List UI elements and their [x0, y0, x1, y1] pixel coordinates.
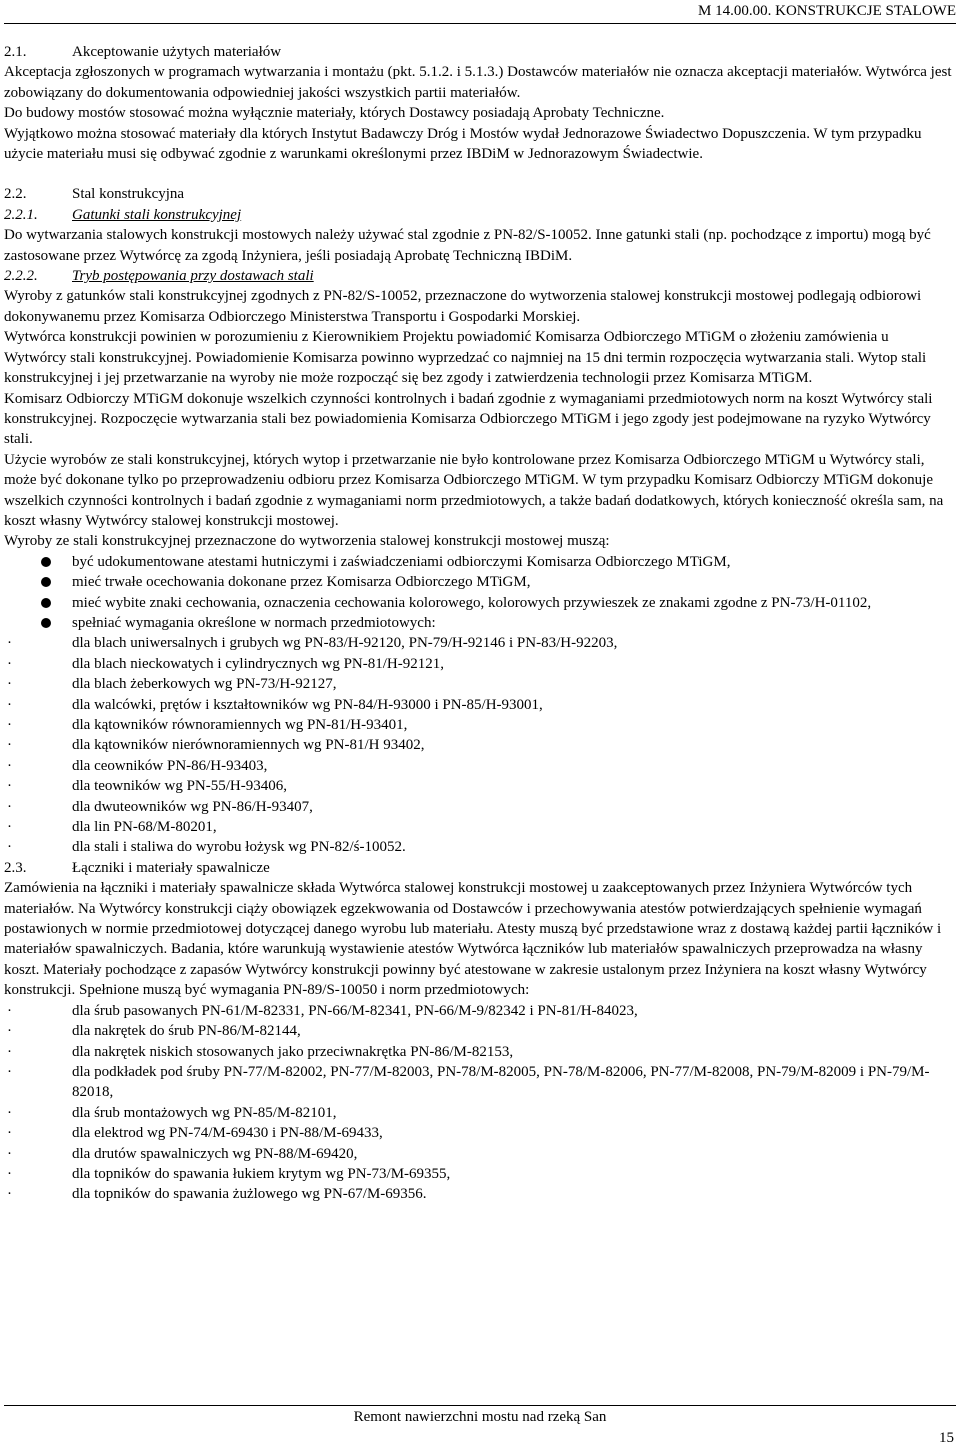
bullet-icon	[41, 557, 51, 567]
footer-divider	[4, 1405, 956, 1406]
bullet-icon	[41, 577, 51, 587]
list-marker: ·	[7, 737, 12, 754]
list-marker: ·	[7, 1002, 12, 1019]
paragraph: Komisarz Odbiorczy MTiGM dokonuje wszelkich czynności kontrolnych i badań zgodnie z wymaganiami przedmiotowych norm na koszt Wytwórcy stali konstrukcyjnej. Rozpoczęcie wytwarzania stali bez powiadomienia Komisarza Odbiorczego MTiGM i jego zgody jest podejmowane na ryzyko Wytwórcy stali.	[4, 390, 933, 448]
header-divider	[4, 23, 956, 24]
paragraph: Wyroby z gatunków stali konstrukcyjnej zgodnych z PN-82/S-10052, przeznaczone do wytworzenia stalowej konstrukcji mostowej podlegają odbiorowi dokonywanemu przez Komisarza Odbiorczego Ministerstwa Transportu i Gospodarki Morskiej.	[4, 288, 922, 325]
norm-item: · dla elektrod wg PN-74/M-69430 i PN-88/M-69433,	[4, 1123, 952, 1143]
subsection-title: Gatunki stali konstrukcyjnej	[72, 206, 242, 223]
paragraph: Do wytwarzania stalowych konstrukcji mostowych należy używać stal zgodnie z PN-82/S-10052. Inne gatunki stali (np. pochodzące z importu) mogą być zastosowane przez Wytwórcę za zgodą Inżyniera, jeśli posiadają Aprobatę Techniczną IBDiM.	[4, 227, 931, 264]
paragraph: Wyjątkowo można stosować materiały dla których Instytut Badawczy Dróg i Mostów wydał Jednorazowe Świadectwo Dopuszczenia. W tym przypadku użycie materiału musi się odbywać zgodnie z warunkami określonymi przez IBDiM w Jednorazowym Świadectwie.	[4, 125, 922, 163]
fasteners-norms-list	[4, 1001, 952, 1205]
norm-item: · dla lin PN-68/M-80201,	[4, 817, 952, 837]
list-marker: ·	[7, 798, 12, 815]
bullet-item: mieć trwałe ocechowania dokonane przez Komisarza Odbiorczego MTiGM,	[4, 572, 952, 592]
paragraph: Akceptacja zgłoszonych w programach wytwarzania i montażu (pkt. 5.1.2. i 5.1.3.) Dostawców materiałów nie oznacza akceptacji materiałów. Wytwórca jest zobowiązany do dokumentowania odpowiedniej jakości wszystkich partii materiałów.	[4, 64, 952, 101]
section-number: 2.1.	[4, 44, 27, 60]
paragraph: Wytwórca konstrukcji powinien w porozumieniu z Kierownikiem Projektu powiadomić Komisarza Odbiorczego MTiGM o złożeniu zamówienia u Wytwórcy stali konstrukcyjnej. Powiadomienie Komisarza powinno wyprzedzać co najmniej na 15 dni termin rozpoczęcia wytwarzania stali. Wytop stali konstrukcyjnej i jej przetwarzanie na wyroby nie może rozpocząć się bez zgody i zatwierdzenia technologii przez Komisarza MTiGM.	[4, 329, 927, 387]
norm-item: · dla dwuteowników wg PN-86/H-93407,	[4, 797, 952, 817]
norm-item: · dla drutów spawalniczych wg PN-88/M-69420,	[4, 1144, 952, 1164]
norm-item: · dla śrub pasowanych PN-61/M-82331, PN-66/M-82341, PN-66/M-9/82342 i PN-81/H-84023,	[4, 1001, 952, 1021]
subsection-number: 2.2.2.	[4, 268, 38, 285]
norm-item: · dla ceowników PN-86/H-93403,	[4, 756, 952, 776]
list-marker: ·	[7, 757, 12, 774]
norm-item: · dla stali i staliwa do wyrobu łożysk wg PN-82/ś-10052.	[4, 837, 952, 857]
bullet-icon	[41, 598, 51, 608]
list-marker: ·	[7, 1023, 12, 1040]
list-marker: ·	[7, 1063, 12, 1080]
norm-item: · dla podkładek pod śruby PN-77/M-82002, PN-77/M-82003, PN-78/M-82005, PN-78/M-82006, PN-77/M-82008, PN-79/M-82009 i PN-79/M-82018,	[7, 1063, 930, 1101]
norm-item: · dla blach żeberkowych wg PN-73/H-92127,	[4, 674, 952, 694]
list-marker: ·	[7, 655, 12, 672]
norm-item: · dla blach nieckowatych i cylindrycznych wg PN-81/H-92121,	[4, 654, 952, 674]
document-body	[4, 42, 952, 1205]
list-marker: ·	[7, 717, 12, 733]
list-marker: ·	[7, 676, 12, 693]
norm-item: · dla teowników wg PN-55/H-93406,	[4, 776, 952, 796]
subsection-number: 2.2.1.	[4, 206, 38, 223]
norm-item: · dla śrub montażowych wg PN-85/M-82101,	[4, 1103, 952, 1123]
section-heading-2-2	[4, 184, 952, 204]
running-footer: Remont nawierzchni mostu nad rzeką San	[353, 1409, 607, 1425]
norm-item: · dla nakrętek niskich stosowanych jako przeciwnakrętka PN-86/M-82153,	[4, 1042, 952, 1062]
list-marker: ·	[7, 1165, 12, 1182]
norm-item: · dla nakrętek do śrub PN-86/M-82144,	[4, 1021, 952, 1041]
section-number: 2.3.	[4, 859, 27, 876]
list-marker: ·	[7, 819, 12, 836]
list-marker: ·	[7, 1104, 12, 1121]
section-heading-2-1	[4, 42, 952, 62]
list-marker: ·	[7, 839, 12, 856]
page-number: 15	[939, 1430, 954, 1446]
requirements-bullet-list	[4, 552, 952, 634]
bullet-item: być udokumentowane atestami hutniczymi i zaświadczeniami odbiorczymi Komisarza Odbiorczego MTiGM,	[4, 552, 952, 572]
paragraph: Użycie wyrobów ze stali konstrukcyjnej, których wytop i przetwarzanie nie było kontrolowane przez Komisarza Odbiorczego MTiGM u Wytwórcy stali, może być dokonane tylko po przeprowadzeniu odbioru przez Komisarza Odbiorczego MTiGM. W tym przypadku Komisarz Odbiorczy MTiGM dokonuje wszelkich czynności kontrolnych i badań zgodnie z wymaganiami norm przedmiotowych, a także badań dodatkowych, których konieczność określa sam, na koszt własny Wytwórcy stalowej konstrukcji mostowej.	[4, 451, 944, 529]
paragraph: Zamówienia na łączniki i materiały spawalnicze składa Wytwórca stalowej konstrukcji mostowej u zaakceptowanych przez Inżyniera Wytwórców tych materiałów. Na Wytwórcy konstrukcji ciąży obowiązek egzekwowania od Dostawców i przechowywania atestów potwierdzających spełnienie wymagań postawionych w normie przedmiotowej dotyczącej danego wyrobu lub materiału. Atesty muszą być przedstawione wraz z dostawą każdej partii łączników i materiałów spawalniczych. Badania, które warunkują wystawienie atestów Wytwórca łączników lub materiałów spawalniczych przeprowadza na własny koszt. Materiały pochodzące z zapasów Wytwórcy konstrukcji powinny być atestowane w zakresie ustalonym przez Inżyniera na koszt własny Wytwórcy konstrukcji. Spełnione muszą być wymagania PN-89/S-10050 i norm przedmiotowych:	[4, 880, 942, 999]
list-marker: ·	[7, 1145, 12, 1162]
norm-item: · dla topników do spawania żużlowego wg PN-67/M-69356.	[4, 1184, 952, 1204]
norm-item: · dla walcówki, prętów i kształtowników wg PN-84/H-93000 i PN-85/H-93001,	[4, 695, 952, 715]
list-marker: ·	[7, 635, 12, 652]
list-marker: ·	[7, 1186, 12, 1203]
norm-item: · dla blach uniwersalnych i grubych wg PN-83/H-92120, PN-79/H-92146 i PN-83/H-92203,	[4, 633, 952, 653]
list-marker: ·	[7, 696, 12, 713]
bullet-icon	[41, 618, 51, 628]
norm-item: · dla kątowników nierównoramiennych wg PN-81/H 93402,	[4, 735, 952, 755]
paragraph: Wyroby ze stali konstrukcyjnej przeznaczone do wytworzenia stalowej konstrukcji mostowej muszą:	[4, 533, 610, 550]
list-marker: ·	[7, 778, 12, 795]
section-title: Akceptowanie użytych materiałów	[72, 44, 282, 60]
subsection-heading-2-2-1	[4, 205, 952, 225]
section-number: 2.2.	[4, 186, 27, 203]
list-marker: ·	[7, 1043, 12, 1060]
subsection-title: Tryb postępowania przy dostawach stali	[72, 268, 314, 285]
bullet-item: mieć wybite znaki cechowania, oznaczenia cechowania kolorowego, kolorowych przywieszek ze znakami zgodne z PN-73/H-01102,	[4, 593, 952, 613]
steel-norms-list	[4, 633, 952, 857]
norm-item: · dla kątowników równoramiennych wg PN-81/H-93401,	[4, 715, 952, 735]
section-heading-2-3	[4, 858, 952, 878]
bullet-item: spełniać wymagania określone w normach przedmiotowych:	[4, 613, 952, 633]
list-marker: ·	[7, 1125, 12, 1142]
running-header: M 14.00.00. KONSTRUKCJE STALOWE	[698, 3, 956, 19]
paragraph: Do budowy mostów stosować można wyłącznie materiały, których Dostawcy posiadają Aprobaty Techniczne.	[4, 105, 665, 122]
section-title: Stal konstrukcyjna	[72, 186, 185, 203]
section-title: Łączniki i materiały spawalnicze	[72, 859, 270, 876]
subsection-heading-2-2-2	[4, 266, 952, 286]
norm-item: · dla topników do spawania łukiem krytym wg PN-73/M-69355,	[4, 1164, 952, 1184]
